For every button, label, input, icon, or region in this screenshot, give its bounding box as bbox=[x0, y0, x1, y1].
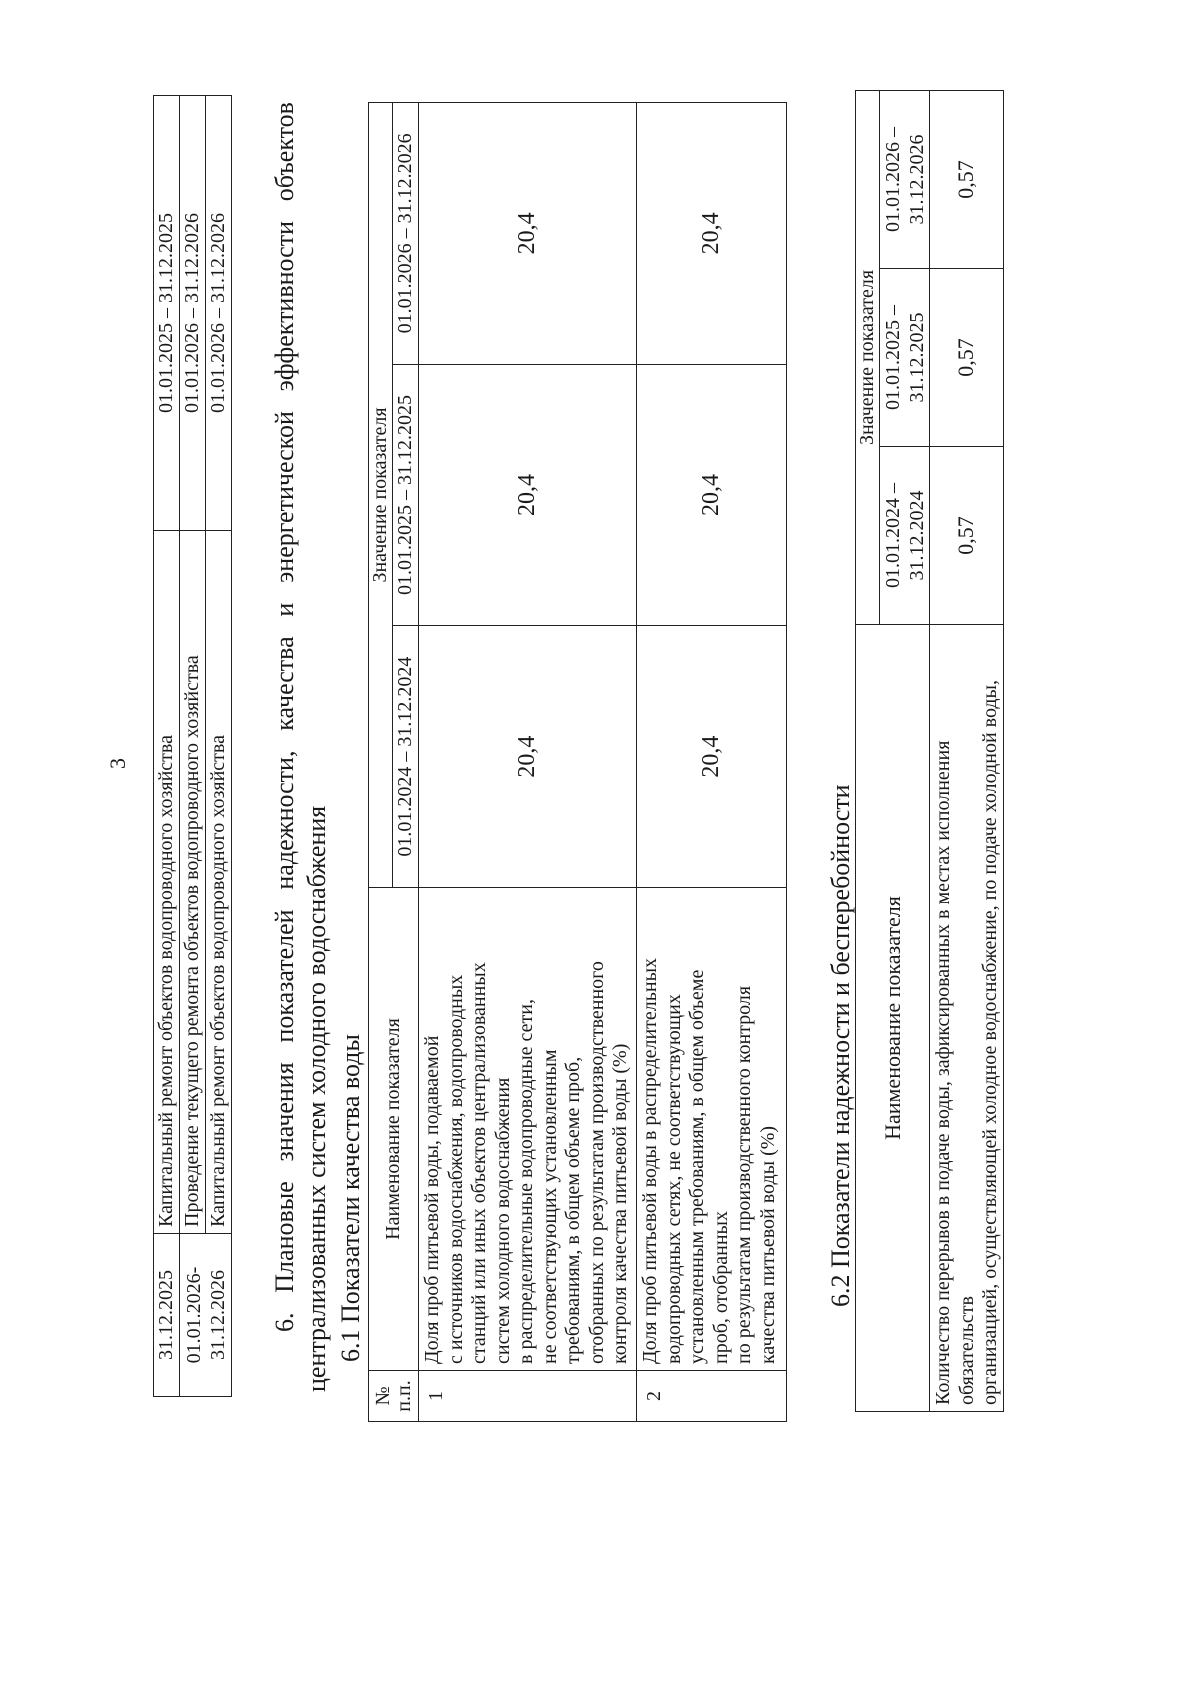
heading-word: качества bbox=[270, 636, 299, 731]
indicator-line: не соответствующих установленным bbox=[538, 1049, 561, 1364]
indicator-line: контроля качества питьевой воды (%) bbox=[609, 1043, 631, 1364]
work-cell: Капитальный ремонт объектов водопроводного хозяйства bbox=[154, 531, 180, 1234]
indicator-name bbox=[419, 888, 637, 1371]
indicator-line: организацией, осуществляющей холодное водоснабжение, по подаче холодной воды, bbox=[979, 680, 1001, 1405]
heading-word: энергетической bbox=[270, 411, 299, 583]
period-line: 31.12.2025 bbox=[905, 312, 928, 403]
reliability-table bbox=[855, 90, 1004, 1412]
indicator-value: 20,4 bbox=[637, 103, 787, 365]
period-line: 01.01.2024 – bbox=[881, 483, 904, 588]
period-line: 01.01.2026- bbox=[182, 1266, 205, 1364]
indicator-line: с источников водоснабжения, водопроводных bbox=[444, 974, 467, 1364]
indicator-line: качества питьевой воды (%) bbox=[756, 1125, 779, 1364]
indicator-value: 0,57 bbox=[930, 269, 1004, 447]
indicator-value: 20,4 bbox=[419, 364, 637, 626]
table-row bbox=[419, 103, 637, 1422]
term-cell: 01.01.2026 – 31.12.2026 bbox=[206, 96, 232, 531]
indicator-line: установленным требованиям, в общем объеме bbox=[686, 969, 708, 1364]
num-header-line: № bbox=[371, 1386, 394, 1406]
row-number: 2 bbox=[637, 1371, 787, 1422]
indicator-line: в распределительные водопроводные сети, bbox=[515, 999, 537, 1364]
heading-word: надежности, bbox=[270, 750, 299, 890]
prev-table bbox=[153, 95, 232, 1397]
row-number: 1 bbox=[419, 1371, 637, 1422]
heading-word: показателей bbox=[270, 909, 299, 1043]
section-6-heading-line2: централизованных систем холодного водоснабжения bbox=[302, 805, 331, 1392]
table-row bbox=[930, 91, 1004, 1412]
indicator-line: водопроводных сетях, не соответствующих bbox=[662, 994, 685, 1364]
indicator-name bbox=[637, 888, 787, 1371]
heading-number: 6. bbox=[270, 1312, 299, 1332]
name-header: Наименование показателя bbox=[856, 625, 930, 1412]
period-cell bbox=[180, 1234, 232, 1397]
indicator-line: Доля проб питьевой воды, подаваемой bbox=[421, 1035, 443, 1364]
value-header: Значение показателя bbox=[369, 103, 393, 888]
heading-word: Плановые bbox=[270, 1181, 299, 1293]
indicator-line: Количество перерывов в подаче воды, зафиксированных в местах исполнения обязательств bbox=[932, 740, 978, 1405]
period-header: 01.01.2025 – 31.12.2025 bbox=[393, 364, 419, 626]
heading-word: эффективности bbox=[270, 221, 299, 392]
table-row bbox=[206, 96, 232, 1397]
section-6-2-title: 6.2 Показатели надежности и бесперебойности bbox=[826, 784, 855, 1307]
period-line: 31.12.2026 bbox=[206, 1270, 229, 1360]
period-line: 01.01.2025 – bbox=[881, 305, 904, 410]
quality-table bbox=[368, 102, 787, 1422]
period-line: 01.01.2026 – bbox=[881, 127, 904, 232]
term-cell: 01.01.2025 – 31.12.2025 bbox=[154, 96, 180, 531]
num-header bbox=[369, 1371, 419, 1422]
num-header-line: п.п. bbox=[392, 1380, 415, 1412]
table-row bbox=[637, 103, 787, 1422]
indicator-value: 0,57 bbox=[930, 447, 1004, 625]
period-header bbox=[880, 269, 930, 447]
period-cell: 31.12.2025 bbox=[154, 1234, 180, 1397]
section-6-1-title: 6.1 Показатели качества воды bbox=[336, 1034, 365, 1362]
period-header: 01.01.2026 – 31.12.2026 bbox=[393, 103, 419, 365]
indicator-line: Доля проб питьевой воды в распределительных bbox=[639, 957, 661, 1364]
indicator-value: 20,4 bbox=[419, 103, 637, 365]
indicator-value: 0,57 bbox=[930, 91, 1004, 269]
indicator-line: отобранных по результатам производственного bbox=[585, 961, 608, 1364]
indicator-value: 20,4 bbox=[637, 626, 787, 888]
value-header: Значение показателя bbox=[856, 91, 880, 625]
table-row bbox=[180, 96, 206, 1397]
indicator-line: проб, отобранных bbox=[709, 1211, 732, 1364]
indicator-name bbox=[930, 625, 1004, 1412]
indicator-line: систем холодного водоснабжения bbox=[491, 1077, 514, 1364]
table-header-row bbox=[369, 103, 393, 1422]
period-header bbox=[880, 447, 930, 625]
period-line: 31.12.2026 bbox=[905, 134, 928, 225]
indicator-value: 20,4 bbox=[637, 364, 787, 626]
period-header: 01.01.2024 – 31.12.2024 bbox=[393, 626, 419, 888]
table-row bbox=[154, 96, 180, 1397]
indicator-line: станций или иных объектов централизованных bbox=[468, 962, 490, 1364]
section-6-heading bbox=[270, 102, 300, 1332]
page-number: 3 bbox=[105, 758, 130, 769]
period-line: 31.12.2024 bbox=[905, 490, 928, 581]
work-cell: Капитальный ремонт объектов водопроводного хозяйства bbox=[206, 531, 232, 1234]
work-cell: Проведение текущего ремонта объектов водопроводного хозяйства bbox=[180, 531, 206, 1234]
name-header: Наименование показателя bbox=[369, 888, 419, 1371]
heading-word: и bbox=[270, 602, 299, 617]
period-header bbox=[880, 91, 930, 269]
indicator-line: по результатам производственного контроля bbox=[733, 985, 755, 1364]
heading-word: объектов bbox=[270, 102, 299, 202]
indicator-value: 20,4 bbox=[419, 626, 637, 888]
table-header-row bbox=[856, 91, 880, 1412]
heading-word: значения bbox=[270, 1062, 299, 1162]
indicator-line: требованиям, в общем объеме проб, bbox=[562, 1056, 584, 1364]
term-cell: 01.01.2026 – 31.12.2026 bbox=[180, 96, 206, 531]
